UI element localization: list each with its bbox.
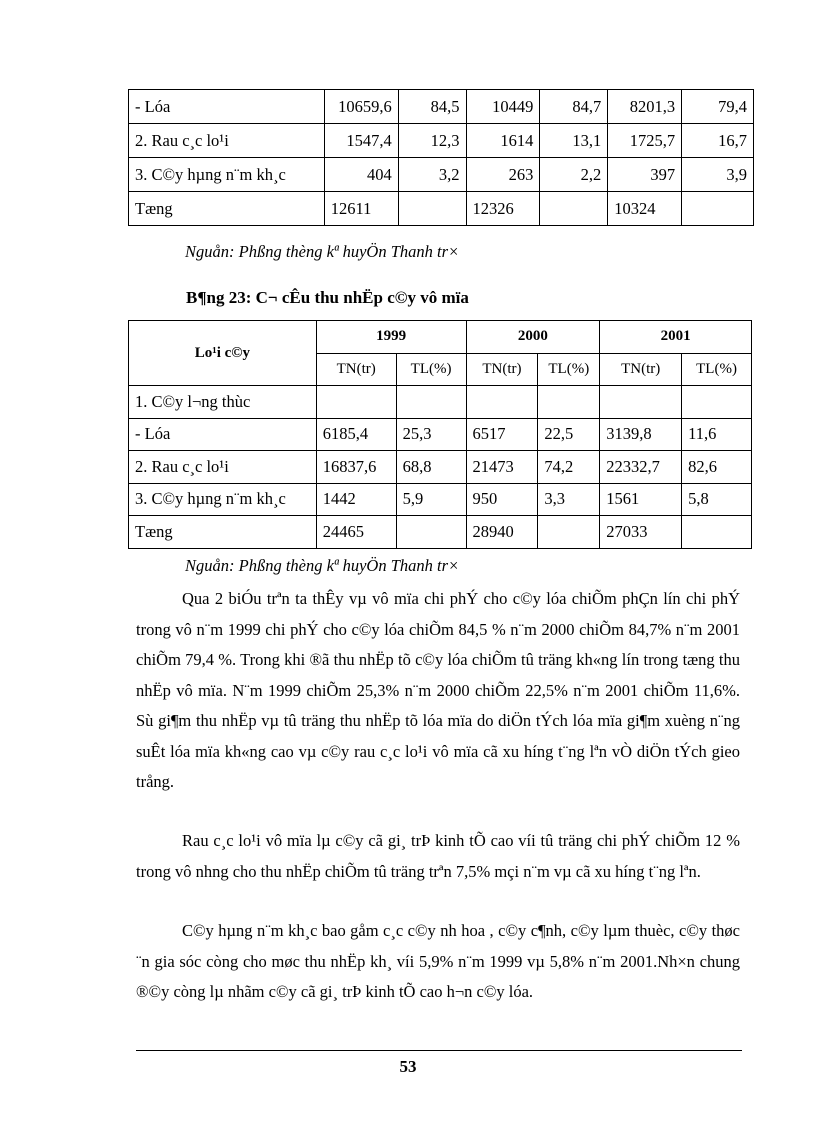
column-header-year: 2000 <box>466 321 600 354</box>
body-paragraph <box>136 584 740 798</box>
table-cell: 1547,4 <box>324 124 398 158</box>
table-cell: 6517 <box>466 418 538 451</box>
table-cell: 10324 <box>608 192 682 226</box>
table-row <box>129 516 752 549</box>
table-cell: - Lóa <box>129 90 325 124</box>
table-cell: 82,6 <box>682 451 752 484</box>
table-cell: - Lóa <box>129 418 317 451</box>
column-subheader: TN(tr) <box>466 353 538 386</box>
table-cell: 950 <box>466 483 538 516</box>
footer-divider <box>136 1050 742 1051</box>
table-cell <box>396 516 466 549</box>
column-subheader: TL(%) <box>396 353 466 386</box>
column-subheader: TN(tr) <box>600 353 682 386</box>
table-cell <box>682 516 752 549</box>
column-header-crop-type: Lo¹i c©y <box>129 321 317 386</box>
table-cell: 5,8 <box>682 483 752 516</box>
table-cell: 22,5 <box>538 418 600 451</box>
table-cell: 3,9 <box>682 158 754 192</box>
table-cell: Tæng <box>129 192 325 226</box>
paragraph-text: C©y hµng n¨m kh¸c bao gåm c¸c c©y nh hoa , c©y c¶nh, c©y lµm thuèc, c©y thøc ¨n gia sóc còng cho møc thu nhËp kh¸ víi 5,9% n¨m 1999 vµ 5,8% n¨m 2001.Nh×n chung ®©y còng lµ nhãm c©y cã gi¸ trÞ kinh tÕ cao h¬n c©y lóa. <box>136 921 740 1001</box>
table-cell: 2. Rau c¸c lo¹i <box>129 451 317 484</box>
column-subheader: TN(tr) <box>316 353 396 386</box>
table-cell: 22332,7 <box>600 451 682 484</box>
table-cell <box>682 192 754 226</box>
table-cell: 3. C©y hµng n¨m kh¸c <box>129 483 317 516</box>
paragraph-text: Qua 2 biÓu trªn ta thÊy vµ vô mïa chi phÝ cho c©y lóa chiÕm phÇn lín chi phÝ trong vô n¨m 1999 chi phÝ cho c©y lóa chiÕm 84,5 % n¨m 2000 chiÕm 84,7% n¨m 2001 chiÕm 79,4 %. Trong khi ®ã thu nhËp tõ c©y lóa chiÕm tû träng kh«ng lín trong tæng thu nhËp vô mïa. N¨m 1999 chiÕm 25,3% n¨m 2000 chiÕm 22,5% n¨m 2001 chiÕm 11,6%. Sù gi¶m thu nhËp vµ tû träng thu nhËp tõ lóa mïa do diÖn tÝch lóa mïa gi¶m xuèng n¨ng suÊt lóa mïa kh«ng cao vµ c©y rau c¸c lo¹i vô mïa cã xu híng t¨ng lªn vÒ diÖn tÝch gieo trång. <box>136 589 740 791</box>
table-cell: 27033 <box>600 516 682 549</box>
table-source-note: Nguån: Phßng thèng kª huyÖn Thanh tr× <box>185 556 460 575</box>
table-cell <box>682 386 752 419</box>
table-cell: 74,2 <box>538 451 600 484</box>
table-cell: 10449 <box>466 90 540 124</box>
table-cell: 10659,6 <box>324 90 398 124</box>
table-cell: 16837,6 <box>316 451 396 484</box>
column-subheader: TL(%) <box>538 353 600 386</box>
table-cell: 1. C©y l¬ng thùc <box>129 386 317 419</box>
table-cell: 3,3 <box>538 483 600 516</box>
table-cell <box>466 386 538 419</box>
table-cell: 84,5 <box>398 90 466 124</box>
table-cell <box>316 386 396 419</box>
table-row <box>129 483 752 516</box>
table-cell: 11,6 <box>682 418 752 451</box>
table-cell: 397 <box>608 158 682 192</box>
table-cell: 84,7 <box>540 90 608 124</box>
body-paragraph <box>136 916 740 1008</box>
table-cell: Tæng <box>129 516 317 549</box>
table-row <box>129 386 752 419</box>
table-cell: 28940 <box>466 516 538 549</box>
table-cell: 16,7 <box>682 124 754 158</box>
page-number: 53 <box>399 1057 417 1076</box>
table-cell: 3. C©y hµng n¨m kh¸c <box>129 158 325 192</box>
table-cell: 404 <box>324 158 398 192</box>
table-cell: 263 <box>466 158 540 192</box>
table-cell: 3139,8 <box>600 418 682 451</box>
table-row <box>129 192 754 226</box>
table-cell: 8201,3 <box>608 90 682 124</box>
table-cell <box>398 192 466 226</box>
table-cell: 1561 <box>600 483 682 516</box>
table-row <box>129 451 752 484</box>
table-cell: 1442 <box>316 483 396 516</box>
table-cell: 21473 <box>466 451 538 484</box>
table-cell: 1725,7 <box>608 124 682 158</box>
table-row <box>129 158 754 192</box>
table-row <box>129 90 754 124</box>
table-source-note: Nguån: Phßng thèng kª huyÖn Thanh tr× <box>185 242 460 261</box>
paragraph-text: Rau c¸c lo¹i vô mïa lµ c©y cã gi¸ trÞ kinh tÕ cao víi tû träng chi phÝ chiÕm 12 % trong vô nhng cho thu nhËp chiÕm tû träng trªn 7,5% mçi n¨m vµ cã xu híng t¨ng lªn. <box>136 831 740 881</box>
table-cell: 6185,4 <box>316 418 396 451</box>
table-cell: 68,8 <box>396 451 466 484</box>
column-subheader: TL(%) <box>682 353 752 386</box>
table-cell: 24465 <box>316 516 396 549</box>
table-cell: 12,3 <box>398 124 466 158</box>
column-header-year: 1999 <box>316 321 466 354</box>
table-cell: 12326 <box>466 192 540 226</box>
table-cell <box>396 386 466 419</box>
table-cell: 13,1 <box>540 124 608 158</box>
table-cell: 12611 <box>324 192 398 226</box>
table-cell: 5,9 <box>396 483 466 516</box>
table-title: B¶ng 23: C¬ cÊu thu nhËp c©y vô mïa <box>186 288 469 307</box>
table-cell: 2. Rau c¸c lo¹i <box>129 124 325 158</box>
table-cell <box>538 516 600 549</box>
table-cell: 79,4 <box>682 90 754 124</box>
income-cost-table-continued <box>128 89 754 226</box>
table-cell: 2,2 <box>540 158 608 192</box>
column-header-year: 2001 <box>600 321 752 354</box>
table-cell: 3,2 <box>398 158 466 192</box>
table-cell <box>600 386 682 419</box>
income-structure-table <box>128 320 752 549</box>
table-cell: 25,3 <box>396 418 466 451</box>
table-cell <box>540 192 608 226</box>
table-row <box>129 418 752 451</box>
table-header-row <box>129 321 752 354</box>
table-cell <box>538 386 600 419</box>
table-cell: 1614 <box>466 124 540 158</box>
body-paragraph <box>136 826 740 887</box>
table-row <box>129 124 754 158</box>
